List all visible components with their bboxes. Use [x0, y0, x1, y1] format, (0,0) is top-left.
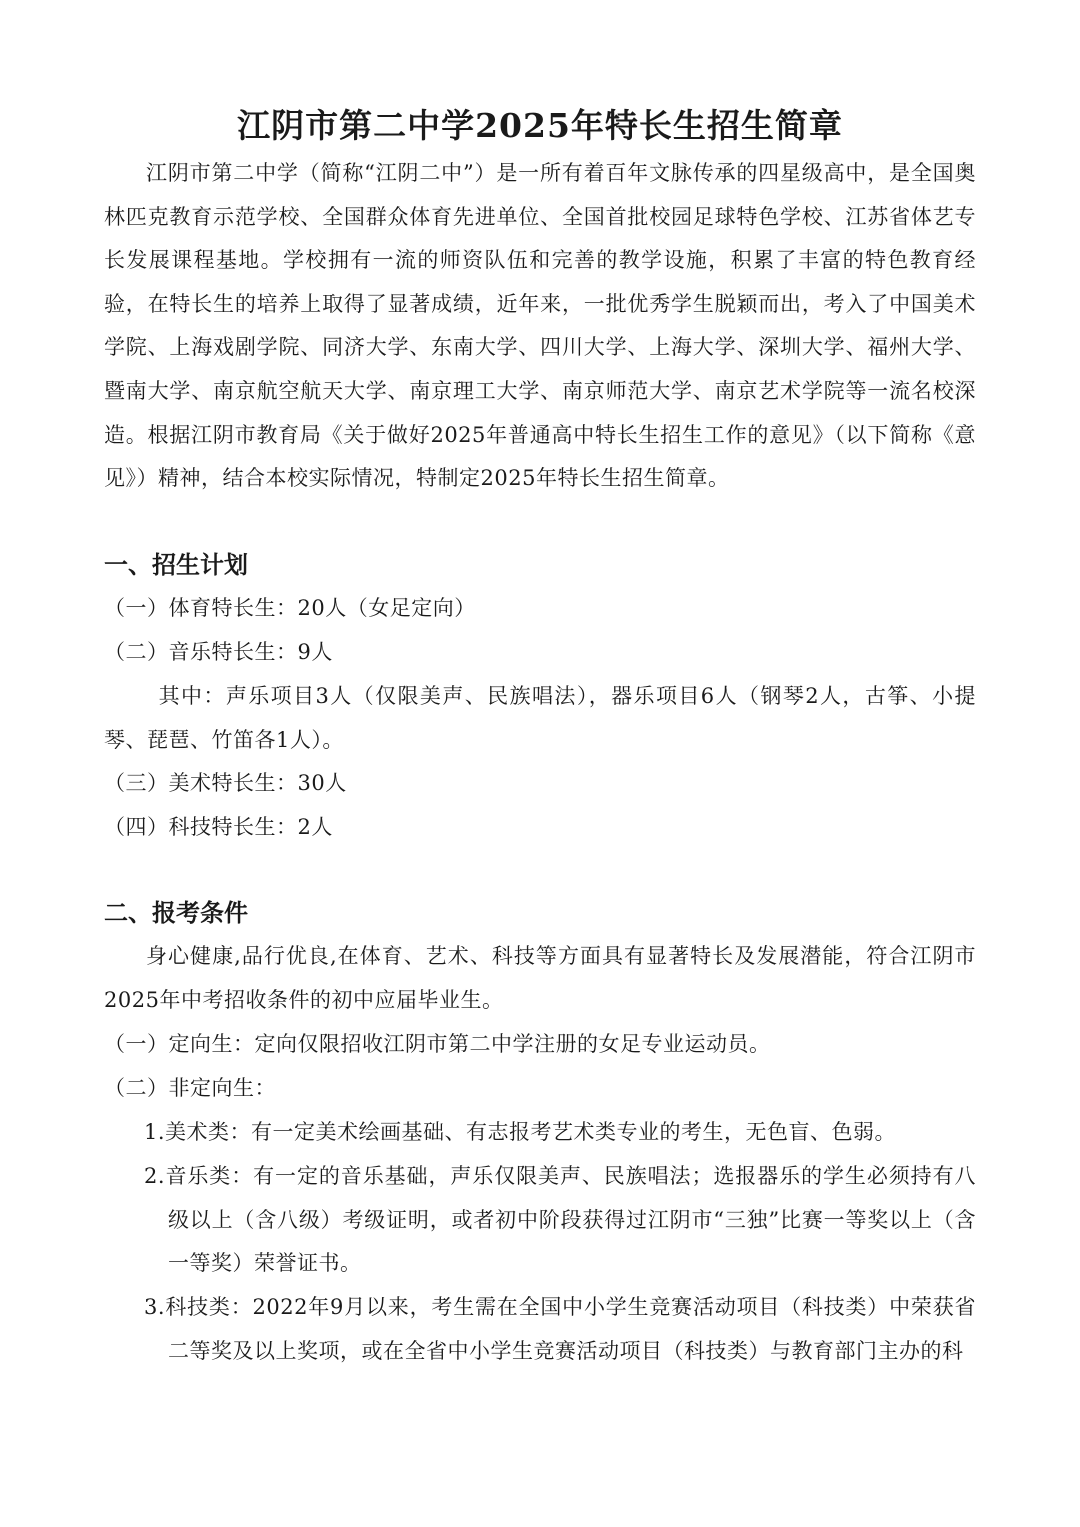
plan-item-tech: （四）科技特长生：2人 [104, 815, 333, 839]
conditions-directed: （一）定向生：定向仅限招收江阴市第二中学注册的女足专业运动员。 [104, 1032, 771, 1056]
intro-paragraph: 江阴市第二中学（简称“江阴二中”）是一所有着百年文脉传承的四星级高中，是全国奥林匹克教育示范学校、全国群众体育先进单位、全国首批校园足球特色学校、江苏省体艺专长发展课程基地。学校拥有一流的师资队伍和完善的教学设施，积累了丰富的特色教育经验，在特长生的培养上取得了显著成绩，近年来，一批优秀学生脱颖而出，考入了中国美术学院、上海戏剧学院、同济大学、东南大学、四川大学、上海大学、深圳大学、福州大学、暨南大学、南京航空航天大学、南京理工大学、南京师范大学、南京艺术学院等一流名校深造。根据江阴市教育局《关于做好2025年普通高中特长生招生工作的意见》（以下简称《意见》）精神，结合本校实际情况，特制定2025年特长生招生简章。 [104, 161, 976, 491]
section-heading-conditions: 二、报考条件 [104, 899, 248, 927]
conditions-art: 1.美术类：有一定美术绘画基础、有志报考艺术类专业的考生，无色盲、色弱。 [144, 1120, 897, 1144]
conditions-music: 2.音乐类：有一定的音乐基础，声乐仅限美声、民族唱法；选报器乐的学生必须持有八级以上（含八级）考级证明，或者初中阶段获得过江阴市“三独”比赛一等奖以上（含一等奖）荣誉证书。 [144, 1164, 976, 1276]
conditions-tech: 3.科技类：2022年9月以来，考生需在全国中小学生竞赛活动项目（科技类）中荣获省二等奖及以上奖项，或在全省中小学生竞赛活动项目（科技类）与教育部门主办的科 [144, 1295, 976, 1363]
plan-item-music: （二）音乐特长生：9人 [104, 640, 333, 664]
plan-item-sports: （一）体育特长生：20人（女足定向） [104, 596, 476, 620]
conditions-intro: 身心健康,品行优良,在体育、艺术、科技等方面具有显著特长及发展潜能，符合江阴市2025年中考招收条件的初中应届毕业生。 [104, 944, 976, 1012]
conditions-non-directed: （二）非定向生： [104, 1076, 276, 1100]
plan-item-music-detail: 其中：声乐项目3人（仅限美声、民族唱法），器乐项目6人（钢琴2人，古筝、小提琴、琵琶、竹笛各1人）。 [104, 684, 976, 752]
plan-item-art: （三）美术特长生：30人 [104, 771, 347, 795]
section-heading-plan: 一、招生计划 [104, 551, 248, 579]
page-title: 江阴市第二中学2025年特长生招生简章 [237, 106, 843, 145]
